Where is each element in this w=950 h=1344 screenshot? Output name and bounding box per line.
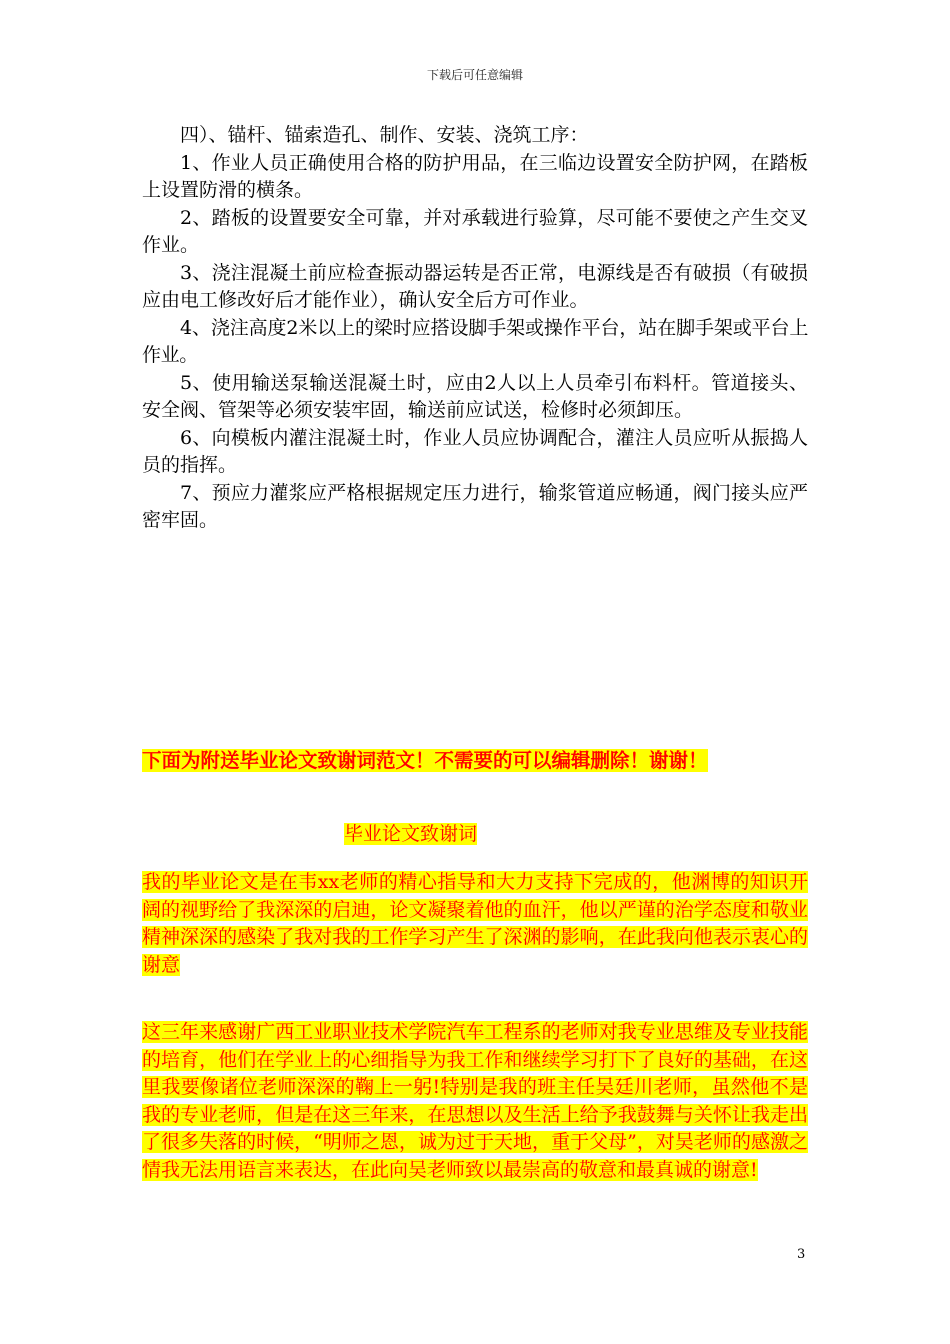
section-heading: 四）、锚杆、锚索造孔、制作、安装、浇筑工序：	[180, 124, 589, 146]
appendix-notice	[142, 747, 842, 775]
thanks-paragraph-1-text: 我的毕业论文是在韦xx老师的精心指导和大力支持下完成的，他渊博的知识开阔的视野给了我深深的启迪，论文凝聚着他的血汗，他以严谨的治学态度和敬业精神深深的感染了我对我的工作学习产生了深渊的影响，在此我向他表示衷心的谢意	[142, 871, 808, 976]
procedure-item-4: 4、浇注高度2米以上的梁时应搭设脚手架或操作平台，站在脚手架或平台上作业。	[142, 316, 808, 366]
procedure-item-6: 6、向模板内灌注混凝土时，作业人员应协调配合，灌注人员应听从振捣人员的指挥。	[142, 426, 808, 476]
thanks-title-text: 毕业论文致谢词	[344, 823, 478, 845]
page-number: 3	[797, 1247, 806, 1262]
thanks-paragraph-2	[142, 1019, 808, 1184]
procedure-item-1: 1、作业人员正确使用合格的防护用品，在三临边设置安全防护网，在踏板上设置防滑的横条。	[142, 151, 808, 201]
appendix-notice-text: 下面为附送毕业论文致谢词范文！不需要的可以编辑删除！谢谢！	[142, 749, 708, 772]
procedure-item-5: 5、使用输送泵输送混凝土时，应由2人以上人员牵引布料杆。管道接头、安全阀、管架等必须安装牢固，输送前应试送，检修时必须卸压。	[142, 371, 808, 421]
procedure-item-2: 2、踏板的设置要安全可靠，并对承载进行验算，尽可能不要使之产生交叉作业。	[142, 206, 808, 256]
safety-procedure-section	[142, 122, 808, 535]
procedure-item-7: 7、预应力灌浆应严格根据规定压力进行，输浆管道应畅通，阀门接头应严密牢固。	[142, 481, 808, 531]
thanks-paragraph-2-text: 这三年来感谢广西工业职业技术学院汽车工程系的老师对我专业思维及专业技能的培育，他们在学业上的心细指导为我工作和继续学习打下了良好的基础，在这里我要像诸位老师深深的鞠上一躬!特别是我的班主任吴廷川老师，虽然他不是我的专业老师，但是在这三年来，在思想以及生活上给予我鼓舞与关怀让我走出了很多失落的时候，“明师之恩，诚为过于天地，重于父母”，对吴老师的感激之情我无法用语言来表达，在此向吴老师致以最崇高的敬意和最真诚的谢意!	[142, 1021, 808, 1181]
page-header: 下载后可任意编辑	[426, 68, 523, 82]
thanks-paragraph-1	[142, 869, 808, 979]
procedure-item-3: 3、浇注混凝土前应检查振动器运转是否正常，电源线是否有破损（有破损应由电工修改好后才能作业），确认安全后方可作业。	[142, 261, 808, 311]
thanks-title	[344, 820, 477, 848]
